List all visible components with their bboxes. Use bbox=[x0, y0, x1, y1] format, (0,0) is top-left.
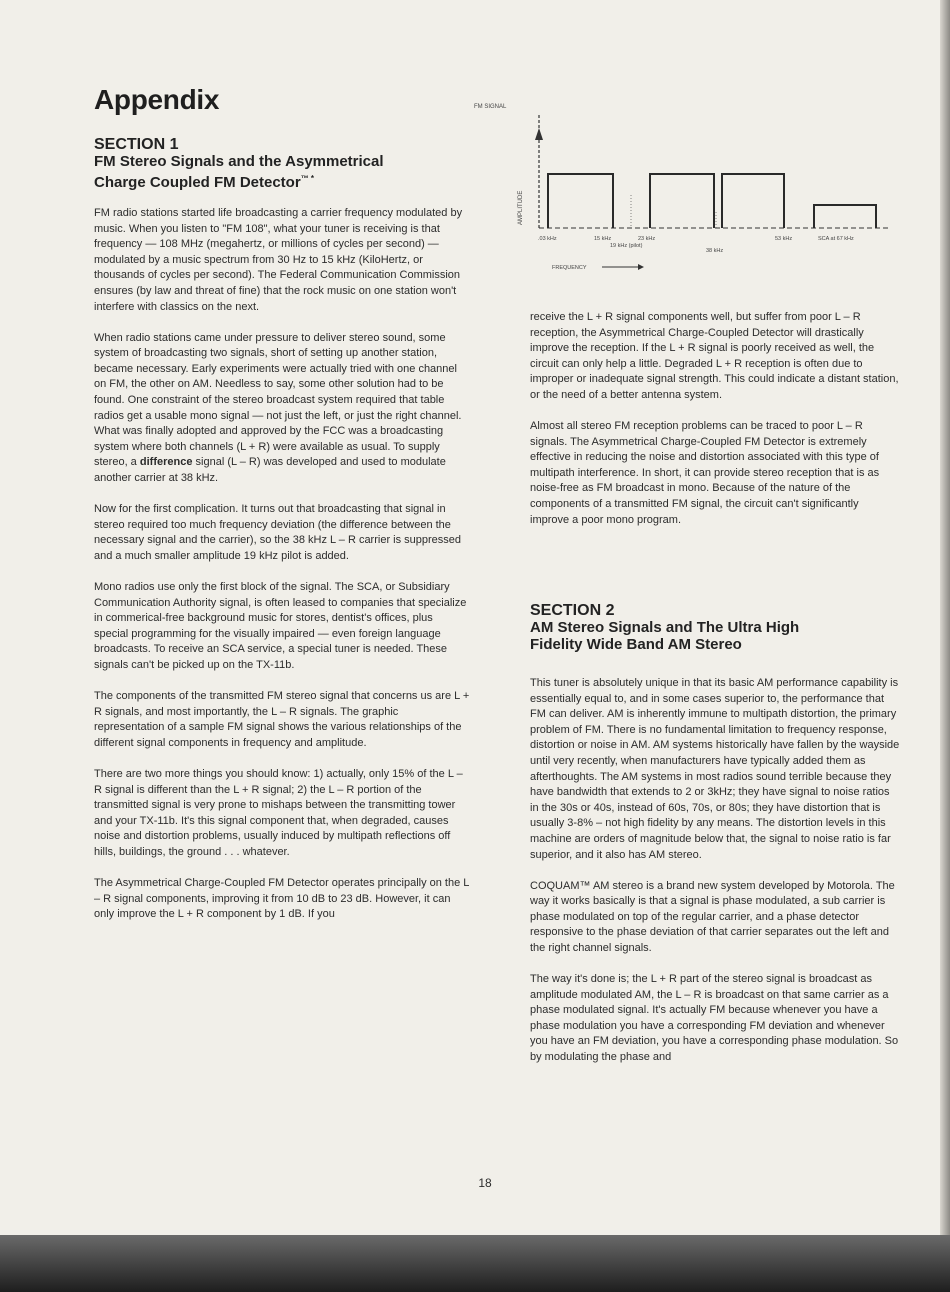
paragraph: Mono radios use only the first block of the signal. The SCA, or Subsidiary Communication Authority signal, is often leased to companies that specialize in commerical-free background music for stores, dentist's offices, plus special programming for the visually impaired — even foreign language broadcasts. To receive an SCA service, a special tuner is needed. These signals can't be picked up on the TX-11b. bbox=[94, 580, 467, 671]
trademark-mark: ™ * bbox=[300, 174, 315, 183]
section-2-title-line2: Fidelity Wide Band AM Stereo bbox=[530, 636, 742, 653]
frequency-arrow-head bbox=[638, 264, 644, 270]
paragraph: The way it's done is; the L + R part of the stereo signal is broadcast as amplitude modulated AM, the L – R is broadcast on that same carrier as a phase modulated signal. It's actually FM because whenever you have a phase modulation you have a corresponding FM deviation and whenever you have an FM deviation, you have a corresponding phase modulation. So by modulating the phase and bbox=[530, 973, 899, 1064]
sca-block bbox=[814, 205, 876, 228]
l-minus-r-block-upper bbox=[722, 174, 784, 228]
l-minus-r-block-lower bbox=[650, 174, 714, 228]
axis-arrow-up bbox=[535, 128, 543, 140]
tick-label: 38 kHz bbox=[706, 248, 724, 254]
section-1-number: SECTION 1 bbox=[94, 136, 179, 153]
paragraph: The components of the transmitted FM stereo signal that concerns us are L + R signals, and most importantly, the L – R signals. The graphic representation of a sample FM signal shows the various relationships of the different signal components in frequency and amplitude. bbox=[94, 690, 470, 749]
right-column-top bbox=[530, 310, 900, 544]
tick-label: SCA at 67 kHz bbox=[818, 236, 854, 242]
paragraph: There are two more things you should know: 1) actually, only 15% of the L – R signal is different than the L + R signal; 2) the L – R portion of the transmitted signal is very prone to mishaps between the transmitting tower and your TX-11b. It's this signal component that, when degraded, causes noise and distortion problems, usually induced by multipath reflections off hills, buildings, the ground . . . whatever. bbox=[94, 767, 463, 858]
x-axis-label: FREQUENCY bbox=[552, 265, 587, 271]
paragraph: COQUAM™ AM stereo is a brand new system developed by Motorola. The way it works basically is that a signal is phase modulated, a sub carrier is phase modulated on top of the regular carrier, and a phase detector responsive to the phase deviation of that carrier separates out the left and the right channel signals. bbox=[530, 879, 895, 954]
page-edge bbox=[940, 0, 950, 1292]
l-plus-r-block bbox=[548, 174, 613, 228]
fm-signal-diagram bbox=[474, 100, 888, 275]
section-1-heading bbox=[94, 136, 384, 191]
paragraph: FM radio stations started life broadcasting a carrier frequency modulated by music. When you listen to "FM 108", what your tuner is receiving is that frequency — 108 MHz (megahertz, or millions of cycles per second) — modulated by a music spectrum from 30 Hz to 15 kHz (KiloHertz, or thousands of cycles per second). The Federal Communication Commission ensures (by law and threat of fine) that the rock music on one station won't interfere with classics on the next. bbox=[94, 207, 463, 313]
tick-label: 19 kHz (pilot) bbox=[610, 243, 643, 249]
tick-label: 15 kHz bbox=[594, 236, 612, 242]
paragraph: When radio stations came under pressure to deliver stereo sound, some system of broadcasting two signals, short of setting up another station, became necessary. Early experiments were actually tried with one channel on FM, the other on AM. Needless to say, some other solution had to be found. One constraint of the stereo broadcast system required that table radios get a usable mono signal — not just the left, or just the right channel. What was finally adopted and approved by the FCC was a broadcasting system where both channels (L + R) were available as usual. To supply stereo, a difference signal (L – R) was developed and used to modulate another carrier at 38 kHz. bbox=[94, 331, 462, 484]
section-2-heading bbox=[530, 602, 799, 653]
section-1-title-line2: Charge Coupled FM Detector bbox=[94, 174, 301, 191]
paragraph: Almost all stereo FM reception problems can be traced to poor L – R signals. The Asymmetrical Charge-Coupled FM Detector is extremely effective in reducing the noise and distortion associated with this type of multipath interference. In short, it can provide stereo reception that is as noise-free as FM broadcast in mono. Because of the nature of the components of a transmitted FM signal, the circuit can't significantly improve a poor mono program. bbox=[530, 420, 880, 526]
left-column bbox=[94, 206, 470, 938]
bold-term: difference bbox=[139, 456, 193, 469]
y-axis-label: AMPLITUDE bbox=[518, 190, 524, 225]
figure-title: FM SIGNAL bbox=[474, 104, 507, 110]
section-1-title-line1: FM Stereo Signals and the Asymmetrical bbox=[94, 153, 384, 170]
paragraph: Now for the first complication. It turns out that broadcasting that signal in stereo required too much frequency deviation (the difference between the necessary signal and the carrier), so the 38 kHz L – R carrier is suppressed and a much smaller amplitude 19 kHz pilot is added. bbox=[94, 503, 462, 562]
paragraph: The Asymmetrical Charge-Coupled FM Detector operates principally on the L – R signal components, improving it from 10 dB to 23 dB. However, it can only improve the L + R component by 1 dB. If you bbox=[94, 876, 469, 921]
scan-shadow bbox=[0, 1235, 950, 1292]
paragraph: This tuner is absolutely unique in that its basic AM performance capability is essentially equal to, and in some cases superior to, the performance that FM can deliver. AM is inherently immune to multipath distortion, the primary problem of FM. There is no fundamental limitation to frequency response, distortion or noise in AM. AM systems historically have fallen by the wayside until very recently, when manufacturers have typically added them as afterthoughts. The AM systems in most radios sound terrible because they have bandwidth that extends to 2 or 3kHz; they have signal to noise ratios in the 30s or 40s, instead of 60s, 70s, or 80s; they have distortion that is usually 3-8% – not high fidelity by any means. The distortion levels in this machine are orders of magnitude below that, the signal to noise ratio is far superior, and it also has AM stereo. bbox=[530, 677, 900, 861]
tick-label: 23 kHz bbox=[638, 236, 656, 242]
tick-label: 53 kHz bbox=[775, 236, 793, 242]
right-column-bottom bbox=[530, 676, 900, 1081]
paragraph: receive the L + R signal components well, but suffer from poor L – R reception, the Asymmetrical Charge-Coupled Detector will drastically improve the reception. If the L + R signal is poorly received as well, the circuit can only help a little. Degraded L + R reception is often due to improper or inadequate signal strength. This could indicate a distant station, or the need of a better antenna system. bbox=[530, 311, 899, 401]
page-title: Appendix bbox=[94, 84, 220, 115]
fm-signal-figure bbox=[474, 100, 888, 275]
tick-label: .03 kHz bbox=[538, 236, 557, 242]
section-2-title-line1: AM Stereo Signals and The Ultra High bbox=[530, 619, 800, 636]
section-2-number: SECTION 2 bbox=[530, 602, 615, 619]
page-number: 18 bbox=[478, 1176, 492, 1190]
